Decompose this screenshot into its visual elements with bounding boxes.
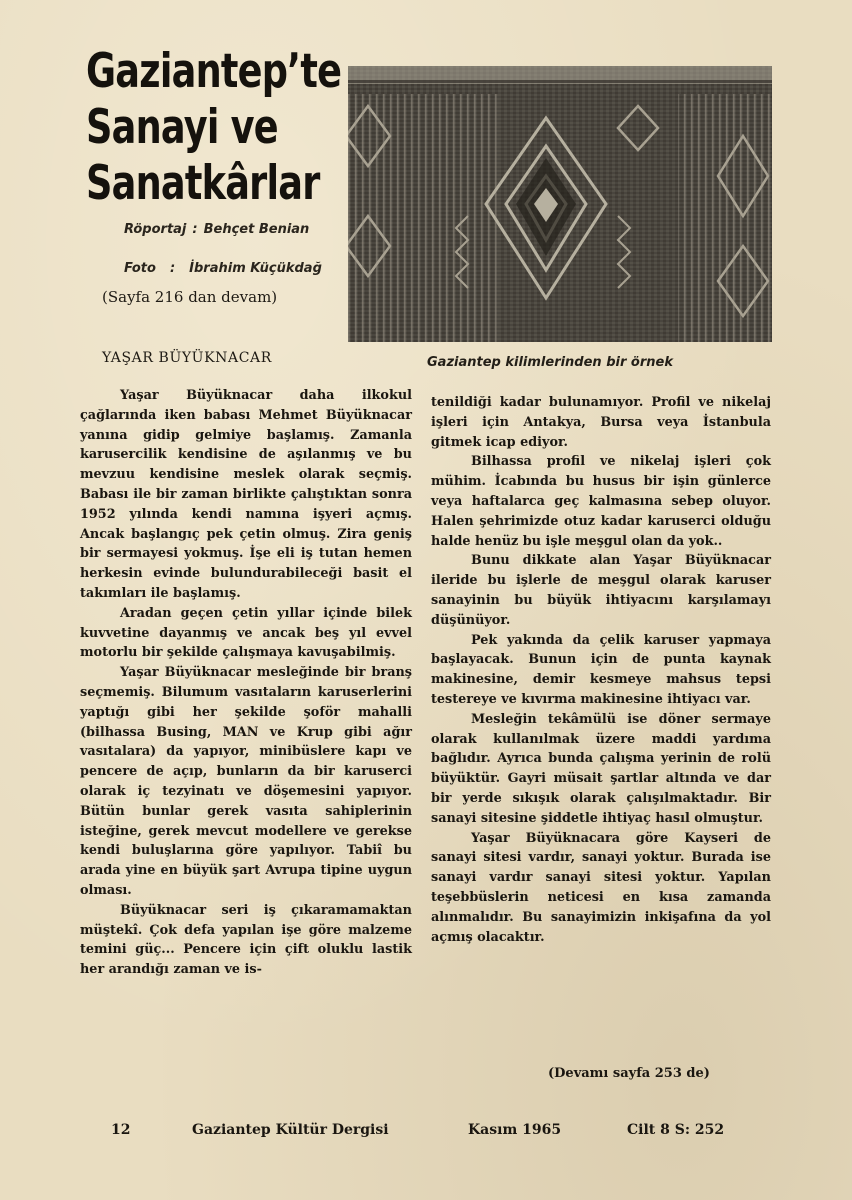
body-paragraph: Bunu dikkate alan Yaşar Büyüknacar ileride bu işlerle de meşgul olarak karuser sanayinin bu büyük ihtiyacını karşılamayı düşünüyor.	[431, 553, 771, 628]
continued-to-note: (Devamı sayfa 253 de)	[548, 1066, 710, 1081]
left-column	[80, 386, 412, 980]
body-paragraph: Büyüknacar seri iş çıkaramamaktan müştekî. Çok defa yapılan işe göre malzeme temini güç... Pencere için çift oluklu lastik her arandığı zaman ve is-	[80, 902, 412, 978]
photo-credit-name: İbrahim Küçükdağ	[189, 261, 322, 276]
photo-credit: Foto : İbrahim Küçükdağ	[124, 261, 322, 276]
body-paragraph: Aradan geçen çetin yıllar içinde bilek kuvvetine dayanmış ve ancak beş yıl evvel motorlu bir şekilde çalışmaya kavuşabilmiş.	[80, 605, 412, 661]
body-paragraph: Mesleğin tekâmülü ise döner sermaye olarak kullanılmak üzere maddi yardıma bağlıdır. Ayrıca bunda çalışma yerinin de rolü büyüktür. Gayri müsait şartlar altında ve dar bir yerde sıkışık olarak çalışılmaktadır. Bir sanayi sitesine şiddetle ihtiyaç hasıl olmuştur.	[431, 711, 771, 826]
body-paragraph: Bilhassa profil ve nikelaj işleri çok mühim. İcabında bu husus bir işin günlerce veya haftalarca geç kalmasına sebep oluyor. Halen şehrimizde otuz kadar karuserci olduğu halde henüz bu işle meşgul olan da yok..	[431, 454, 771, 549]
photo-credit-label: Foto	[124, 261, 156, 276]
right-column	[431, 393, 771, 947]
title-line-2: Sanayi ve	[86, 100, 278, 155]
footer-magazine-name: Gaziantep Kültür Dergisi	[192, 1122, 389, 1138]
title-line-3: Sanatkârlar	[86, 156, 320, 211]
title-line-1: Gaziantep’te	[86, 44, 342, 99]
continued-from-note: (Sayfa 216 dan devam)	[102, 288, 278, 306]
subject-heading: YAŞAR BÜYÜKNACAR	[102, 350, 272, 366]
interview-name: Behçet Benian	[203, 222, 310, 237]
footer-page-number: 12	[111, 1122, 131, 1138]
interview-label: Röportaj	[124, 222, 187, 237]
footer-volume-issue: Cilt 8 S: 252	[627, 1122, 725, 1138]
body-paragraph: Yaşar Büyüknacara göre Kayseri de sanayi sitesi vardır, sanayi yoktur. Burada ise sanayi vardır sanayi sitesi yoktur. Yapılan teşebbüslerin neticesi en kısa zamanda alınmalıdır. Bu sanayimizin inkişafına da yol açmış olacaktır.	[431, 830, 771, 945]
kilim-photo	[348, 66, 772, 342]
article-title	[86, 44, 342, 212]
kilim-pattern	[348, 66, 772, 342]
body-paragraph: Yaşar Büyüknacar daha ilkokul çağlarında iken babası Mehmet Büyüknacar yanına gidip gelmiye başlamış. Zamanla karusercilik kendisine de aşılanmış ve bu mevzuu kendisine meslek olarak seçmiş. Babası ile bir zaman birlikte çalıştıktan sonra 1952 yılında kendi namına işyeri açmış. Ancak başlangıç pek çetin olmuş. Zira geniş bir sermayesi yokmuş. İşe eli iş tutan hemen herkesin evinde bulundurabileceği basit el takımları ile başlamış.	[80, 388, 412, 601]
body-paragraph: tenildiği kadar bulunamıyor. Profil ve nikelaj işleri için Antakya, Bursa veya İstanbula gitmek icap ediyor.	[431, 395, 771, 450]
body-paragraph: Pek yakında da çelik karuser yapmaya başlayacak. Bunun için de punta kaynak makinesine, demir kesmeye mahsus tepsi testereye ve kıvırma makinesine ihtiyacı var.	[431, 632, 771, 707]
interview-credit: Röportaj : Behçet Benian	[124, 222, 310, 237]
photo-caption: Gaziantep kilimlerinden bir örnek	[427, 355, 673, 370]
body-paragraph: Yaşar Büyüknacar mesleğinde bir branş seçmemiş. Bilumum vasıtaların karuserlerini yaptığı gibi her şekilde şoför mahalli (bilhassa Busing, MAN ve Krup gibi ağır vasıtalara) da yapıyor, minibüslere kapı ve pencere de açıp, bunların da bir karuserci olarak iç tezyinatı ve döşemesini yapıyor. Bütün bunlar gerek vasıta sahiplerinin isteğine, gerek mevcut modellere ve gerekse kendi buluşlarına göre yapılıyor. Tabiî bu arada yine en büyük şart Avrupa tipine uygun olması.	[80, 665, 412, 898]
footer-issue-date: Kasım 1965	[468, 1122, 562, 1138]
